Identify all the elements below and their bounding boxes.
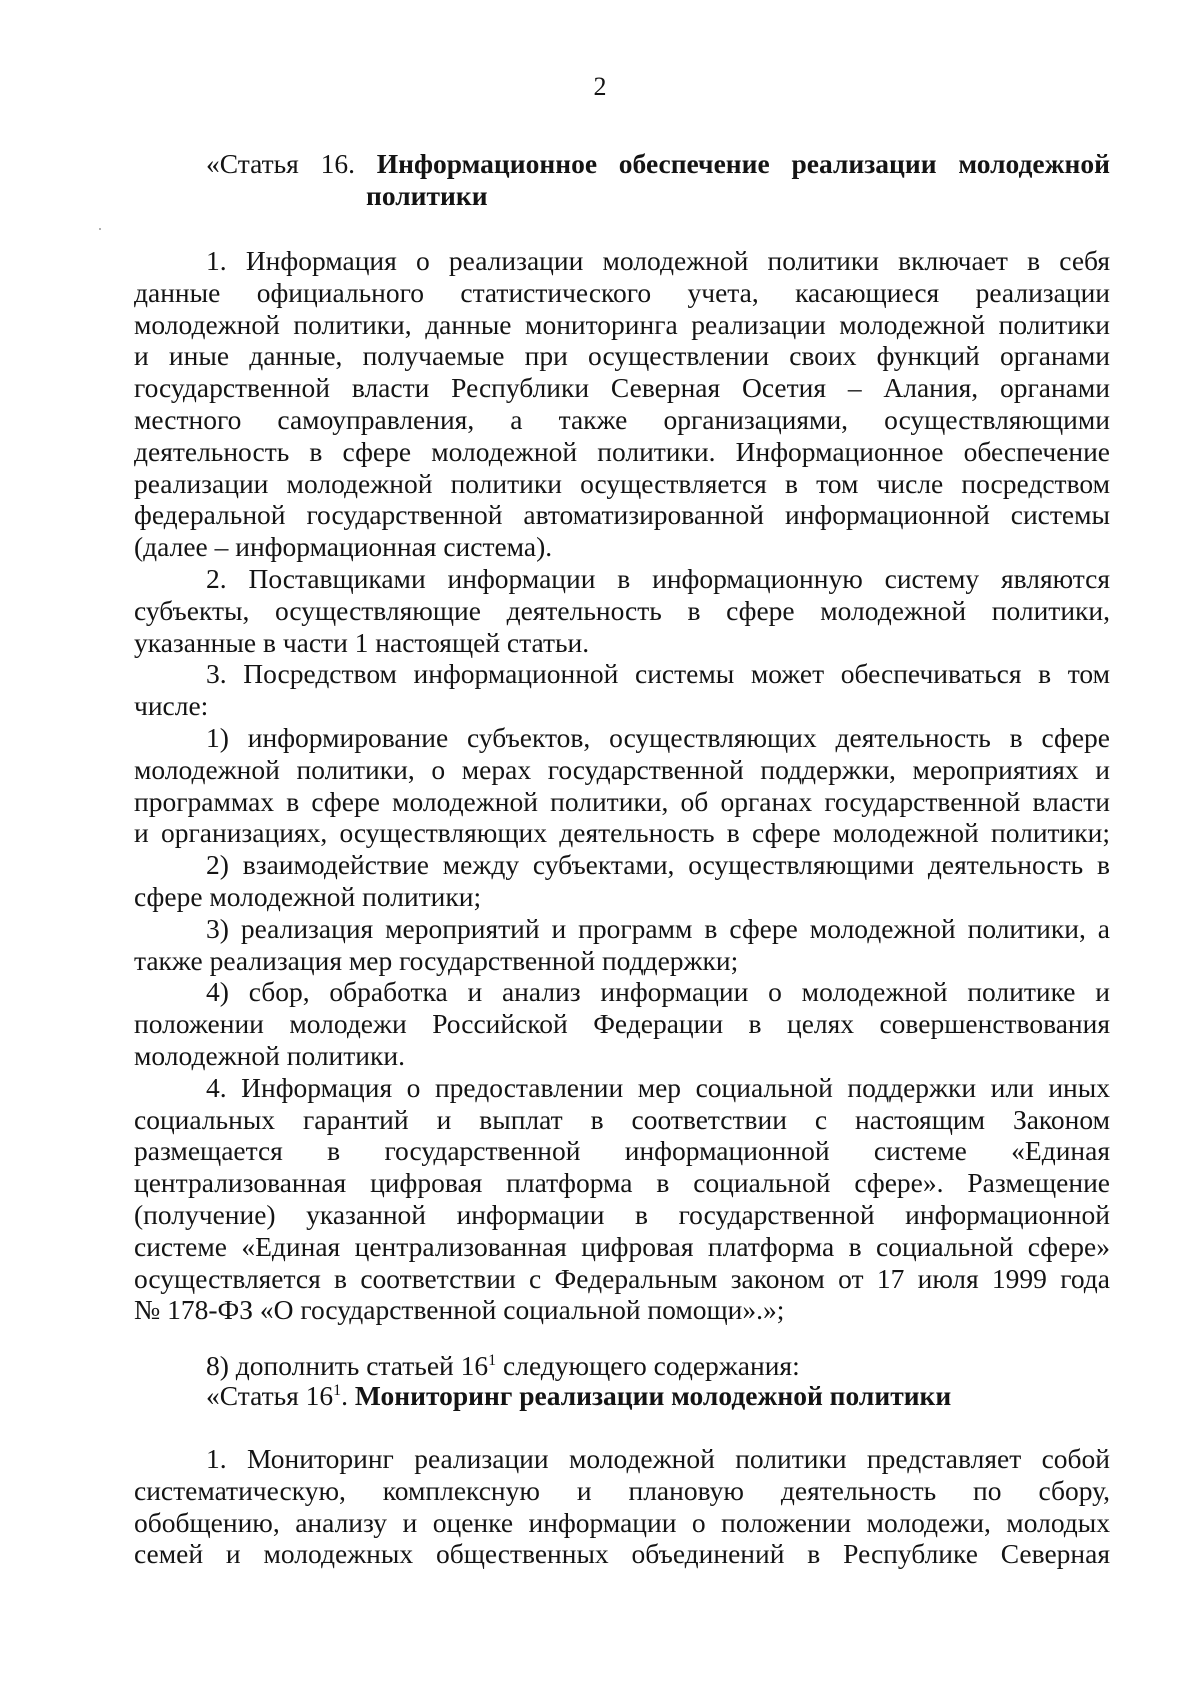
item-8-line bbox=[134, 1350, 1110, 1382]
article-16-body bbox=[134, 245, 1110, 1326]
article-16-title-line2: политики bbox=[366, 180, 488, 211]
body-line: молодежной политики, данные мониторинга реализации молодежной политики bbox=[134, 308, 1110, 340]
body2-line: семей и молодежных общественных объединений в Республике Северная bbox=[134, 1538, 1110, 1570]
body-line: местного самоуправления, а также организациями, осуществляющими bbox=[134, 403, 1110, 435]
body-line: социальных гарантий и выплат в соответствии с настоящим Законом bbox=[134, 1103, 1110, 1135]
item-8-text-before: 8) дополнить статьей 16 bbox=[206, 1350, 489, 1381]
body-line: (далее – информационная система). bbox=[134, 531, 553, 563]
body-line: программах в сфере молодежной политики, об органах государственной власти bbox=[134, 785, 1110, 817]
body-line: 4. Информация о предоставлении мер социальной поддержки или иных bbox=[206, 1071, 1110, 1103]
article-16-heading-line1 bbox=[206, 148, 1110, 179]
article-16-1-title: Мониторинг реализации молодежной политики bbox=[354, 1380, 952, 1411]
item-8-text-after: следующего содержания: bbox=[496, 1350, 800, 1381]
body-line: 3. Посредством информационной системы может обеспечиваться в том bbox=[206, 658, 1110, 690]
article-16-lead: «Статья 16. bbox=[206, 148, 355, 179]
body-line: числе: bbox=[134, 690, 209, 722]
body-line: также реализация мер государственной поддержки; bbox=[134, 944, 739, 976]
body2-line: обобщению, анализу и оценке информации о положении молодежи, молодых bbox=[134, 1506, 1110, 1538]
body-line: федеральной государственной автоматизированной информационной системы bbox=[134, 499, 1110, 531]
body-line: молодежной политики, о мерах государственной поддержки, мероприятиях и bbox=[134, 753, 1110, 785]
body2-line: 1. Мониторинг реализации молодежной политики представляет собой bbox=[206, 1443, 1110, 1474]
body-line: размещается в государственной информационной системе «Единая bbox=[134, 1135, 1110, 1167]
article-16-1-body bbox=[134, 1443, 1110, 1570]
article-16-1-heading bbox=[206, 1380, 951, 1411]
article-16-1-lead-after: . bbox=[341, 1380, 355, 1411]
body-line: положении молодежи Российской Федерации в целях совершенствования bbox=[134, 1008, 1110, 1040]
body2-line: систематическую, комплексную и плановую деятельность по сбору, bbox=[134, 1474, 1110, 1506]
body-line: деятельность в сфере молодежной политики. Информационное обеспечение bbox=[134, 435, 1110, 467]
body-line: государственной власти Республики Северная Осетия – Алания, органами bbox=[134, 372, 1110, 404]
body-line: 2. Поставщиками информации в информационную систему являются bbox=[206, 562, 1110, 594]
body-line: 1) информирование субъектов, осуществляющих деятельность в сфере bbox=[206, 721, 1110, 753]
body-line: указанные в части 1 настоящей статьи. bbox=[134, 626, 590, 658]
item-8-sup: 1 bbox=[488, 1351, 497, 1369]
article-16-1-sup: 1 bbox=[333, 1381, 342, 1399]
body-line: молодежной политики. bbox=[134, 1039, 405, 1071]
body-line: системе «Единая централизованная цифровая платформа в социальной сфере» bbox=[134, 1230, 1110, 1262]
body-line: и иные данные, получаемые при осуществлении своих функций органами bbox=[134, 340, 1110, 372]
article-16-1-lead-before: «Статья 16 bbox=[206, 1380, 334, 1411]
body-line: 2) взаимодействие между субъектами, осуществляющими деятельность в bbox=[206, 849, 1110, 881]
page-number: 2 bbox=[593, 72, 607, 101]
body-line: 4) сбор, обработка и анализ информации о молодежной политике и bbox=[206, 976, 1110, 1008]
body-line: 3) реализация мероприятий и программ в сфере молодежной политики, а bbox=[206, 912, 1110, 944]
item-8-text bbox=[134, 1350, 1110, 1382]
body-line: и организациях, осуществляющих деятельность в сфере молодежной политики; bbox=[134, 817, 1110, 849]
body-line: осуществляется в соответствии с Федеральным законом от 17 июля 1999 года bbox=[134, 1262, 1110, 1294]
body-line: (получение) указанной информации в государственной информационной bbox=[134, 1198, 1110, 1230]
article-16-title-line1: Информационное обеспечение реализации молодежной bbox=[376, 148, 1110, 179]
body-line: 1. Информация о реализации молодежной политики включает в себя bbox=[206, 245, 1110, 276]
body-line: сфере молодежной политики; bbox=[134, 880, 482, 912]
body-line: субъекты, осуществляющие деятельность в сфере молодежной политики, bbox=[134, 594, 1110, 626]
body-line: реализации молодежной политики осуществляется в том числе посредством bbox=[134, 467, 1110, 499]
body-line: № 178-ФЗ «О государственной социальной помощи».»; bbox=[134, 1294, 785, 1326]
article-16-1-lead bbox=[206, 1380, 355, 1411]
scan-dot bbox=[99, 228, 101, 230]
body-line: данные официального статистического учета, касающиеся реализации bbox=[134, 276, 1110, 308]
body-line: централизованная цифровая платформа в социальной сфере». Размещение bbox=[134, 1167, 1110, 1199]
